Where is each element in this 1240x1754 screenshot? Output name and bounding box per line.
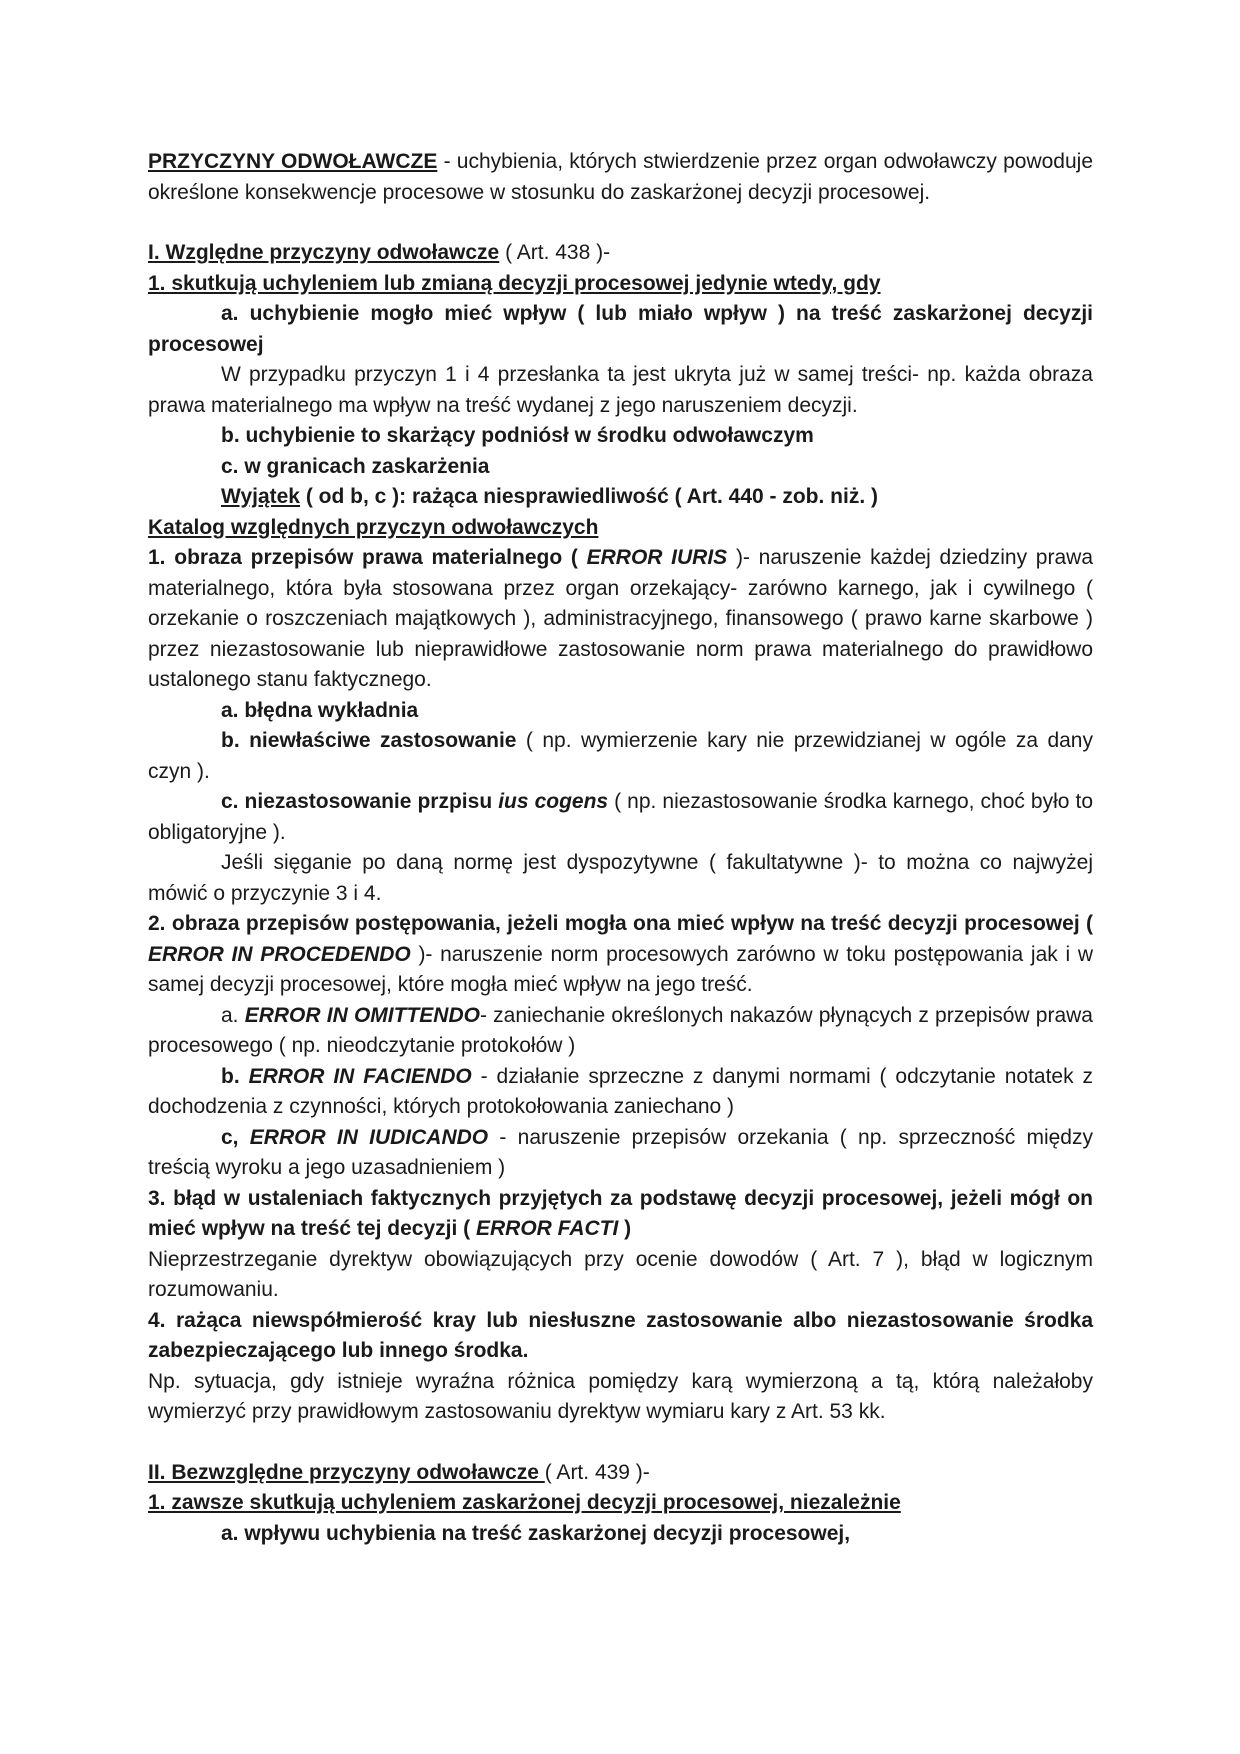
section2-title: II. Bezwzględne przyczyny odwoławcze	[148, 1460, 545, 1484]
catalog-item-2a-label: a.	[221, 1003, 245, 1027]
document-body	[148, 147, 1093, 1549]
catalog-title: Katalog względnych przyczyn odwoławczych	[148, 515, 599, 539]
catalog-item-3	[148, 1184, 1093, 1245]
spacer	[148, 1428, 1093, 1458]
section1-ref: ( Art. 438 )-	[499, 241, 611, 264]
section1-condition-a	[148, 299, 1093, 360]
catalog-item-2b-latin: ERROR IN FACIENDO	[248, 1064, 472, 1088]
catalog-item-3-latin: ERROR FACTI	[470, 1217, 619, 1240]
section2-heading	[148, 1458, 1093, 1489]
catalog-item-2c	[148, 1123, 1093, 1184]
catalog-item-1b-title: b. niewłaściwe zastosowanie	[221, 729, 517, 752]
section2-condition-a-text: a. wpływu uchybienia na treść zaskarżonej decyzji procesowej,	[221, 1521, 851, 1545]
exception-text: ( od b, c ): rażąca niesprawiedliwość ( Art. 440 - zob. niż. )	[300, 485, 879, 508]
catalog-item-2a	[148, 1001, 1093, 1062]
exception-label: Wyjątek	[221, 485, 300, 508]
catalog-item-1-text: )- naruszenie każdej dziedziny prawa materialnego, która była stosowana przez organ orzekający- zarówno karnego, jak i cywilnego ( orzekanie o roszczeniach majątkowych ), administracyjnego, finansowego ( prawo karne skarbowe ) przez niezastosowanie lub nieprawidłowe zastosowanie norm prawa materialnego do prawidłowo ustalonego stanu faktycznego.	[148, 546, 1093, 691]
section2-ref: ( Art. 439 )-	[544, 1460, 650, 1484]
catalog-item-1	[148, 543, 1093, 696]
catalog-item-4-note-text: Np. sytuacja, gdy istnieje wyraźna różnica pomiędzy karą wymierzoną a tą, którą należałoby wymierzyć przy prawidłowym zastosowaniu dyrektyw wymiaru kary z Art. 53 kk.	[148, 1369, 1093, 1423]
catalog-item-2c-label: c,	[221, 1125, 250, 1149]
section1-condition-a-text: a. uchybienie mogło mieć wpływ ( lub miało wpływ ) na treść zaskarżonej decyzji procesowej	[148, 302, 1093, 356]
catalog-item-3-close: )	[618, 1217, 632, 1240]
catalog-item-1-note	[148, 848, 1093, 909]
intro-text: - uchybienia, których stwierdzenie przez organ odwoławczy powoduje określone konsekwencje procesowe w stosunku do zaskarżonej decyzji procesowej.	[148, 150, 1093, 204]
intro-paragraph	[148, 147, 1093, 208]
catalog-item-1c-latin: ius cogens	[498, 790, 609, 813]
catalog-item-3-note	[148, 1245, 1093, 1306]
catalog-item-1-note-text: Jeśli sięganie po daną normę jest dyspozytywne ( fakultatywne )- to można co najwyżej mówić o przyczynie 3 i 4.	[148, 851, 1093, 905]
catalog-item-2b	[148, 1062, 1093, 1123]
catalog-item-2c-latin: ERROR IN IUDICANDO	[249, 1125, 489, 1149]
catalog-item-1-title: 1. obraza przepisów prawa materialnego (	[148, 546, 578, 569]
catalog-item-1a	[148, 696, 1093, 727]
catalog-item-4-title: 4. rażąca niewspółmierość kray lub niesłuszne zastosowanie albo niezastosowanie środka zabezpieczającego lub innego środka.	[148, 1308, 1093, 1362]
section1-condition-b	[148, 421, 1093, 452]
section1-heading	[148, 238, 1093, 269]
catalog-item-4-note	[148, 1367, 1093, 1428]
main-heading: PRZYCZYNY ODWOŁAWCZE	[148, 150, 438, 173]
section1-point1-text: 1. skutkują uchyleniem lub zmianą decyzji procesowej jedynie wtedy, gdy	[148, 271, 881, 295]
catalog-item-1c	[148, 787, 1093, 848]
section1-title: I. Względne przyczyny odwoławcze	[148, 241, 500, 264]
catalog-item-2-latin: ERROR IN PROCEDENDO	[148, 942, 419, 966]
section2-point1	[148, 1488, 1093, 1519]
catalog-heading	[148, 513, 1093, 544]
spacer	[148, 208, 1093, 238]
catalog-item-1c-title: c. niezastosowanie przpisu	[221, 790, 499, 813]
catalog-item-1b	[148, 726, 1093, 787]
section1-condition-a-note-text: W przypadku przyczyn 1 i 4 przesłanka ta jest ukryta już w samej treści- np. każda obraza prawa materialnego ma wpływ na treść wydanej z jego naruszeniem decyzji.	[148, 363, 1093, 417]
section1-condition-a-note	[148, 360, 1093, 421]
catalog-item-2a-text: - zaniechanie określonych nakazów płynących z przepisów prawa procesowego ( np. nieodczytanie protokołów )	[148, 1003, 1093, 1057]
catalog-item-2-title: 2. obraza przepisów postępowania, jeżeli mogła ona mieć wpływ na treść decyzji procesowej (	[148, 912, 1093, 935]
section2-point1-text: 1. zawsze skutkują uchyleniem zaskarżonej decyzji procesowej, niezależnie	[148, 1491, 901, 1514]
catalog-item-2	[148, 909, 1093, 1001]
catalog-item-4	[148, 1306, 1093, 1367]
section2-condition-a	[148, 1519, 1093, 1550]
section1-exception	[148, 482, 1093, 513]
catalog-item-3-note-text: Nieprzestrzeganie dyrektyw obowiązujących przy ocenie dowodów ( Art. 7 ), błąd w logicznym rozumowaniu.	[148, 1247, 1093, 1301]
catalog-item-2b-text: - działanie sprzeczne z danymi normami ( odczytanie notatek z dochodzenia z czynności, których protokołowania zaniechano )	[148, 1064, 1094, 1118]
catalog-item-2a-latin: ERROR IN OMITTENDO	[244, 1003, 480, 1027]
section1-condition-c-text: c. w granicach zaskarżenia	[221, 454, 490, 478]
section1-condition-b-text: b. uchybienie to skarżący podniósł w środku odwoławczym	[221, 424, 814, 447]
catalog-item-1-latin: ERROR IURIS	[586, 546, 728, 569]
catalog-item-1a-text: a. błędna wykładnia	[221, 698, 419, 722]
catalog-item-3-title: 3. błąd w ustaleniach faktycznych przyjętych za podstawę decyzji procesowej, jeżeli mógł on mieć wpływ na treść tej decyzji (	[148, 1186, 1093, 1240]
catalog-item-2c-text: - naruszenie przepisów orzekania ( np. sprzeczność między treścią wyroku a jego uzasadnieniem )	[148, 1125, 1093, 1179]
section1-point1	[148, 269, 1093, 300]
catalog-item-1c-text: ( np. niezastosowanie środka karnego, choć było to obligatoryjne ).	[148, 790, 1093, 844]
section1-condition-c	[148, 452, 1093, 483]
catalog-item-2b-label: b.	[221, 1064, 249, 1088]
catalog-item-2-text: )- naruszenie norm procesowych zarówno w toku postępowania jak i w samej decyzji procesowej, które mogła mieć wpływ na jego treść.	[148, 942, 1093, 996]
catalog-item-1b-text: ( np. wymierzenie kary nie przewidzianej w ogóle za dany czyn ).	[148, 729, 1093, 783]
